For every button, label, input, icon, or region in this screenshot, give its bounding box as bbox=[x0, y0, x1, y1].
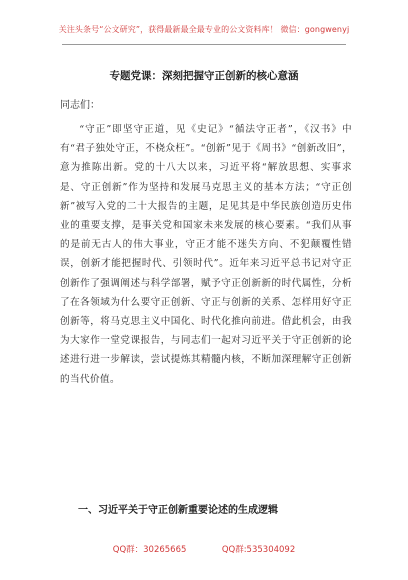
body-paragraph: “守正”即坚守正道，见《史记》“循法守正者”，《汉书》中有“君子独处守正，不桡众枉”。“创新”见于《周书》“创新改旧”，意为推陈出新。党的十八大以来，习近平将“解放思想、实事求是、守正创新”作为坚持和发展马克思主义的基本方法；“守正创新”被写入党的二十大报告的主题，足见其是中华民族创造历史伟业的重要支撑，是事关党和国家未来发展的核心要素。“我们从事的是前无古人的伟大事业，守正才能不迷失方向、不犯颠覆性错误，创新才能把握时代、引领时代”。近年来习近平总书记对守正创新作了强调阐述与科学部署，赋予守正创新新的时代属性，分析了在各领域为什么要守正创新、守正与创新的关系、怎样用好守正创新等，将马克思主义中国化、时代化推向前进。借此机会，由我为大家作一堂党课报告，与同志们一起对习近平关于守正创新的论述进行进一步解读，尝试提炼其精髓内核，不断加深理解守正创新的当代价值。 bbox=[60, 124, 352, 385]
document-title: 专题党课：深刻把握守正创新的核心意涵 bbox=[109, 70, 299, 82]
header-divider bbox=[62, 44, 346, 45]
greeting: 同志们： bbox=[60, 100, 100, 111]
header-promo-text: 关注头条号“公文研究”，获得最新最全最专业的公文资料库！ 微信：gongwenyj bbox=[58, 25, 350, 34]
section-heading: 一、习近平关于守正创新重要论述的生成逻辑 bbox=[78, 505, 278, 516]
footer-qq-group-left: QQ群：30265665 bbox=[112, 545, 187, 555]
footer-qq-group-right: QQ群:535304092 bbox=[221, 545, 296, 555]
footer bbox=[0, 543, 408, 555]
